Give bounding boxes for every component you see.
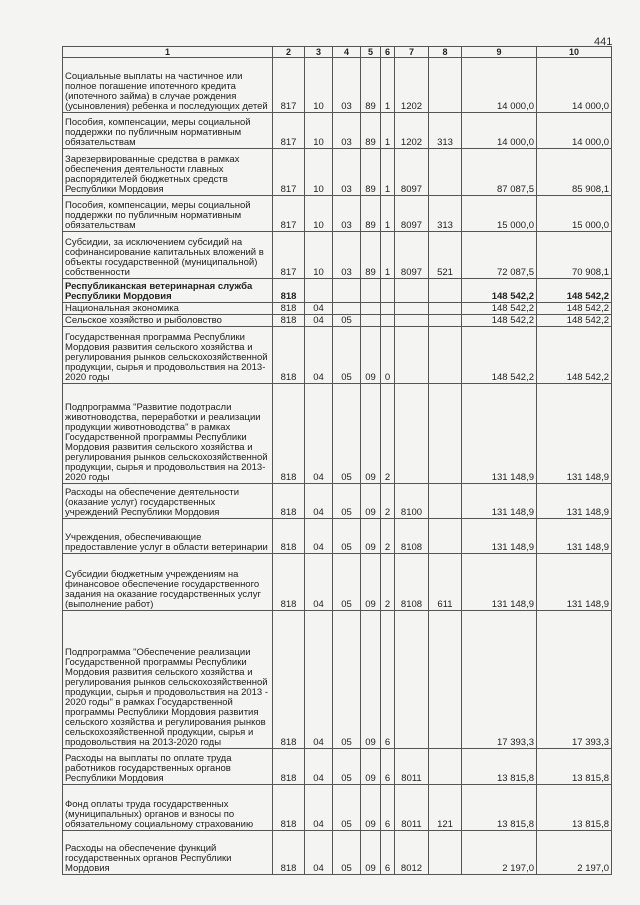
- cell-col-3: 04: [305, 384, 333, 484]
- cell-col-5: 09: [361, 749, 381, 785]
- cell-col-2: 817: [273, 58, 305, 113]
- cell-col-10: 148 542,2: [537, 279, 612, 303]
- cell-col-10: 17 393,3: [537, 611, 612, 749]
- cell-col-9: 148 542,2: [462, 315, 537, 327]
- cell-col-9: 148 542,2: [462, 279, 537, 303]
- cell-col-10: 15 000,0: [537, 196, 612, 232]
- cell-col-10: 131 148,9: [537, 384, 612, 484]
- cell-col-8: [429, 303, 462, 315]
- row-name: Государственная программа Республики Мордовия развития сельского хозяйства и регулирования рынков сельскохозяйственной продукции, сырья и продовольствия на 2013-2020 годы: [63, 327, 273, 384]
- cell-col-5: 09: [361, 554, 381, 611]
- header-row: [63, 47, 612, 58]
- cell-col-8: [429, 384, 462, 484]
- cell-col-4: 05: [333, 785, 361, 831]
- cell-col-10: 131 148,9: [537, 519, 612, 554]
- cell-col-5: 89: [361, 149, 381, 196]
- cell-col-10: 148 542,2: [537, 327, 612, 384]
- cell-col-5: 09: [361, 519, 381, 554]
- cell-col-7: 8011: [395, 749, 429, 785]
- cell-col-8: [429, 831, 462, 875]
- row-name: Социальные выплаты на частичное или полное погашение ипотечного кредита (ипотечного займа) в случае рождения (усыновления) ребенка и последующих детей: [63, 58, 273, 113]
- cell-col-8: [429, 58, 462, 113]
- cell-col-3: 04: [305, 785, 333, 831]
- cell-col-9: 14 000,0: [462, 113, 537, 149]
- cell-col-8: [429, 279, 462, 303]
- table-row: [63, 149, 612, 196]
- cell-col-4: 03: [333, 113, 361, 149]
- cell-col-5: [361, 315, 381, 327]
- cell-col-7: [395, 611, 429, 749]
- cell-col-7: 8012: [395, 831, 429, 875]
- cell-col-2: 818: [273, 831, 305, 875]
- budget-table: [62, 46, 612, 875]
- cell-col-2: 818: [273, 519, 305, 554]
- cell-col-2: 818: [273, 315, 305, 327]
- cell-col-4: 03: [333, 232, 361, 279]
- table-row: [63, 232, 612, 279]
- cell-col-10: 148 542,2: [537, 315, 612, 327]
- cell-col-8: [429, 484, 462, 519]
- cell-col-6: [381, 279, 395, 303]
- cell-col-8: [429, 611, 462, 749]
- cell-col-6: 1: [381, 196, 395, 232]
- cell-col-10: 13 815,8: [537, 785, 612, 831]
- cell-col-5: [361, 303, 381, 315]
- cell-col-8: 521: [429, 232, 462, 279]
- cell-col-2: 817: [273, 113, 305, 149]
- row-name: Расходы на обеспечение функций государственных органов Республики Мордовия: [63, 831, 273, 875]
- cell-col-10: 2 197,0: [537, 831, 612, 875]
- cell-col-6: 1: [381, 232, 395, 279]
- cell-col-8: 121: [429, 785, 462, 831]
- row-name: Расходы на выплаты по оплате труда работников государственных органов Республики Мордовия: [63, 749, 273, 785]
- row-name: Сельское хозяйство и рыболовство: [63, 315, 273, 327]
- row-name: Зарезервированные средства в рамках обеспечения деятельности главных распорядителей бюджетных средств Республики Мордовия: [63, 149, 273, 196]
- table-row: [63, 113, 612, 149]
- cell-col-7: 8108: [395, 554, 429, 611]
- column-header-10: 10: [537, 47, 612, 58]
- cell-col-4: [333, 303, 361, 315]
- cell-col-5: 09: [361, 484, 381, 519]
- cell-col-3: 04: [305, 484, 333, 519]
- cell-col-9: 131 148,9: [462, 519, 537, 554]
- cell-col-8: [429, 149, 462, 196]
- cell-col-7: 8100: [395, 484, 429, 519]
- row-name: Национальная экономика: [63, 303, 273, 315]
- cell-col-9: 131 148,9: [462, 384, 537, 484]
- cell-col-5: 89: [361, 58, 381, 113]
- cell-col-3: [305, 279, 333, 303]
- table-row: [63, 749, 612, 785]
- cell-col-3: 04: [305, 519, 333, 554]
- cell-col-8: 313: [429, 196, 462, 232]
- cell-col-9: 131 148,9: [462, 554, 537, 611]
- row-name: Пособия, компенсации, меры социальной поддержки по публичным нормативным обязательствам: [63, 113, 273, 149]
- cell-col-10: 14 000,0: [537, 58, 612, 113]
- cell-col-3: 04: [305, 327, 333, 384]
- cell-col-7: [395, 315, 429, 327]
- cell-col-4: 05: [333, 384, 361, 484]
- cell-col-3: 04: [305, 749, 333, 785]
- cell-col-4: [333, 279, 361, 303]
- row-name: Республиканская ветеринарная служба Республики Мордовия: [63, 279, 273, 303]
- table-row: [63, 831, 612, 875]
- cell-col-6: 0: [381, 327, 395, 384]
- page-number: 441: [594, 36, 613, 48]
- table-row: [63, 519, 612, 554]
- cell-col-9: 13 815,8: [462, 749, 537, 785]
- cell-col-10: 131 148,9: [537, 484, 612, 519]
- cell-col-10: 85 908,1: [537, 149, 612, 196]
- cell-col-6: 1: [381, 113, 395, 149]
- table-row: [63, 785, 612, 831]
- cell-col-7: [395, 327, 429, 384]
- cell-col-6: 1: [381, 58, 395, 113]
- cell-col-3: 04: [305, 554, 333, 611]
- row-name: Субсидии, за исключением субсидий на софинансирование капитальных вложений в объекты государственной (муниципальной) собственности: [63, 232, 273, 279]
- cell-col-4: 03: [333, 196, 361, 232]
- cell-col-6: 1: [381, 149, 395, 196]
- cell-col-9: 2 197,0: [462, 831, 537, 875]
- cell-col-5: 09: [361, 384, 381, 484]
- cell-col-4: 05: [333, 831, 361, 875]
- cell-col-4: 05: [333, 327, 361, 384]
- cell-col-10: 131 148,9: [537, 554, 612, 611]
- cell-col-4: 05: [333, 484, 361, 519]
- cell-col-5: 89: [361, 232, 381, 279]
- cell-col-9: 72 087,5: [462, 232, 537, 279]
- cell-col-9: 15 000,0: [462, 196, 537, 232]
- cell-col-8: [429, 749, 462, 785]
- cell-col-7: 1202: [395, 58, 429, 113]
- cell-col-6: [381, 315, 395, 327]
- cell-col-4: 05: [333, 611, 361, 749]
- cell-col-2: 818: [273, 384, 305, 484]
- row-name: Учреждения, обеспечивающие предоставление услуг в области ветеринарии: [63, 519, 273, 554]
- cell-col-7: [395, 384, 429, 484]
- cell-col-10: 148 542,2: [537, 303, 612, 315]
- cell-col-2: 818: [273, 785, 305, 831]
- cell-col-2: 817: [273, 149, 305, 196]
- cell-col-7: 8011: [395, 785, 429, 831]
- cell-col-6: 2: [381, 554, 395, 611]
- cell-col-9: 17 393,3: [462, 611, 537, 749]
- cell-col-4: 05: [333, 315, 361, 327]
- cell-col-7: [395, 279, 429, 303]
- cell-col-8: 313: [429, 113, 462, 149]
- table-body: [63, 58, 612, 875]
- cell-col-2: 818: [273, 749, 305, 785]
- column-header-1: 1: [63, 47, 273, 58]
- cell-col-8: [429, 315, 462, 327]
- cell-col-4: 05: [333, 554, 361, 611]
- cell-col-8: 611: [429, 554, 462, 611]
- table-row: [63, 196, 612, 232]
- cell-col-2: 818: [273, 327, 305, 384]
- column-header-3: 3: [305, 47, 333, 58]
- cell-col-3: 10: [305, 113, 333, 149]
- cell-col-6: 2: [381, 484, 395, 519]
- column-header-6: 6: [381, 47, 395, 58]
- table-row: [63, 279, 612, 303]
- cell-col-6: 2: [381, 519, 395, 554]
- column-header-7: 7: [395, 47, 429, 58]
- cell-col-10: 13 815,8: [537, 749, 612, 785]
- table-row: [63, 58, 612, 113]
- cell-col-6: 2: [381, 384, 395, 484]
- cell-col-3: 10: [305, 196, 333, 232]
- cell-col-6: 6: [381, 785, 395, 831]
- column-header-9: 9: [462, 47, 537, 58]
- cell-col-2: 817: [273, 232, 305, 279]
- cell-col-9: 87 087,5: [462, 149, 537, 196]
- cell-col-10: 70 908,1: [537, 232, 612, 279]
- cell-col-7: 8097: [395, 196, 429, 232]
- cell-col-5: 09: [361, 785, 381, 831]
- cell-col-2: 818: [273, 303, 305, 315]
- cell-col-3: 10: [305, 58, 333, 113]
- cell-col-2: 818: [273, 279, 305, 303]
- table-row: [63, 554, 612, 611]
- row-name: Подпрограмма "Обеспечение реализации Государственной программы Республики Мордовия развития сельского хозяйства и регулирования рынков сельскохозяйственной продукции, сырья и продовольствия на 2013 - 2020 годы" в рамках Государственной программы Республики Мордовия развития сельского хозяйства и регулирования рынков сельскохозяйственной продукции, сырья и продовольствия на 2013-2020 годы: [63, 611, 273, 749]
- row-name: Пособия, компенсации, меры социальной поддержки по публичным нормативным обязательствам: [63, 196, 273, 232]
- cell-col-7: [395, 303, 429, 315]
- cell-col-4: 03: [333, 58, 361, 113]
- cell-col-2: 818: [273, 554, 305, 611]
- cell-col-5: 09: [361, 327, 381, 384]
- table-row: [63, 303, 612, 315]
- column-header-8: 8: [429, 47, 462, 58]
- cell-col-3: 04: [305, 315, 333, 327]
- cell-col-2: 818: [273, 484, 305, 519]
- cell-col-9: 148 542,2: [462, 327, 537, 384]
- row-name: Фонд оплаты труда государственных (муниципальных) органов и взносы по обязательному социальному страхованию: [63, 785, 273, 831]
- cell-col-7: 8097: [395, 232, 429, 279]
- cell-col-3: 04: [305, 831, 333, 875]
- cell-col-3: 10: [305, 232, 333, 279]
- cell-col-9: 13 815,8: [462, 785, 537, 831]
- cell-col-8: [429, 327, 462, 384]
- cell-col-6: [381, 303, 395, 315]
- cell-col-2: 818: [273, 611, 305, 749]
- cell-col-4: 05: [333, 749, 361, 785]
- cell-col-10: 14 000,0: [537, 113, 612, 149]
- cell-col-7: 8097: [395, 149, 429, 196]
- cell-col-3: 04: [305, 303, 333, 315]
- cell-col-6: 6: [381, 611, 395, 749]
- column-header-2: 2: [273, 47, 305, 58]
- cell-col-9: 131 148,9: [462, 484, 537, 519]
- cell-col-5: [361, 279, 381, 303]
- cell-col-6: 6: [381, 831, 395, 875]
- cell-col-4: 05: [333, 519, 361, 554]
- cell-col-5: 89: [361, 113, 381, 149]
- table-row: [63, 384, 612, 484]
- cell-col-5: 09: [361, 831, 381, 875]
- table-row: [63, 315, 612, 327]
- cell-col-2: 817: [273, 196, 305, 232]
- table-row: [63, 484, 612, 519]
- cell-col-9: 148 542,2: [462, 303, 537, 315]
- cell-col-3: 10: [305, 149, 333, 196]
- cell-col-6: 6: [381, 749, 395, 785]
- row-name: Расходы на обеспечение деятельности (оказание услуг) государственных учреждений Республики Мордовия: [63, 484, 273, 519]
- cell-col-5: 89: [361, 196, 381, 232]
- table-row: [63, 327, 612, 384]
- column-header-5: 5: [361, 47, 381, 58]
- cell-col-4: 03: [333, 149, 361, 196]
- column-header-4: 4: [333, 47, 361, 58]
- cell-col-3: 04: [305, 611, 333, 749]
- cell-col-8: [429, 519, 462, 554]
- cell-col-7: 8108: [395, 519, 429, 554]
- cell-col-7: 1202: [395, 113, 429, 149]
- row-name: Субсидии бюджетным учреждениям на финансовое обеспечение государственного задания на оказание государственных услуг (выполнение работ): [63, 554, 273, 611]
- cell-col-9: 14 000,0: [462, 58, 537, 113]
- row-name: Подпрограмма "Развитие подотрасли животноводства, переработки и реализации продукции животноводства" в рамках Государственной программы Республики Мордовия развития сельского хозяйства и регулирования рынков сельскохозяйственной продукции, сырья и продовольствия на 2013-2020 годы: [63, 384, 273, 484]
- table-row: [63, 611, 612, 749]
- cell-col-5: 09: [361, 611, 381, 749]
